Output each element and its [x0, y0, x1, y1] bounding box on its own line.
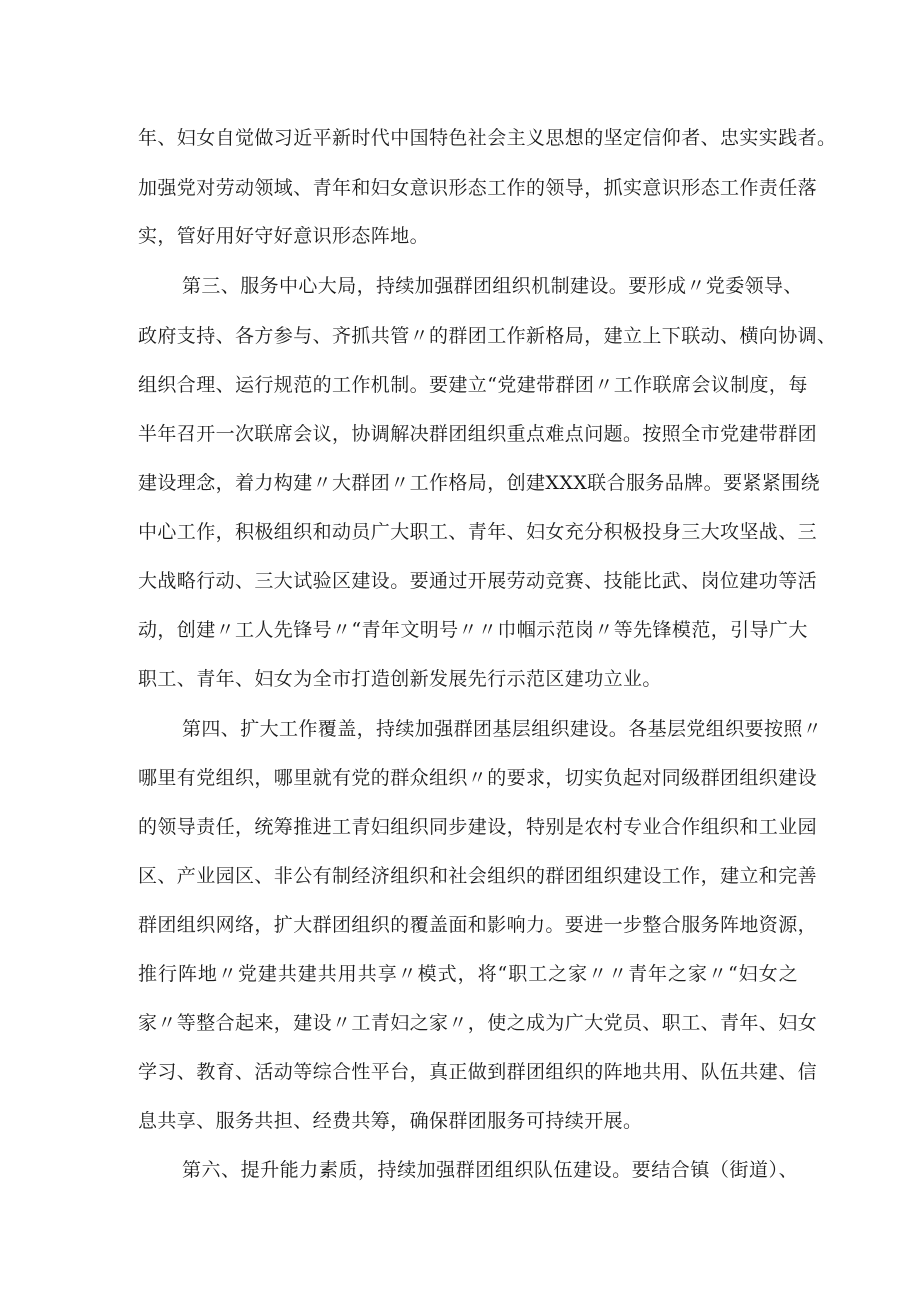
text-line: 政府支持、各方参与、齐抓共管〃的群团工作新格局，建立上下联动、横向协调、: [138, 325, 837, 347]
text-line: 动，创建〃工人先锋号〃“青年文明号〃〃巾帼示范岗〃等先锋模范，引导广大: [138, 619, 808, 641]
text-line: 息共享、服务共担、经费共筹，确保群团服务可持续开展。: [138, 1110, 643, 1132]
text-line: 哪里有党组织，哪里就有党的群众组织〃的要求，切实负起对同级群团组织建设: [138, 767, 818, 789]
text-line: 半年召开一次联席会议，协调解决群团组织重点难点问题。按照全市党建带群团: [138, 423, 818, 445]
text-line: 区、产业园区、非公有制经济组织和社会组织的群团组织建设工作，建立和完善: [138, 865, 818, 887]
text-line: 加强党对劳动领域、青年和妇女意识形态工作的领导，抓实意识形态工作责任落: [138, 177, 818, 199]
text-line: 的领导责任，统筹推进工青妇组织同步建设，特别是农村专业合作组织和工业园: [138, 816, 818, 838]
text-line: 建设理念，着力构建〃大群团〃工作格局，创建XXX联合服务品牌。要紧紧围绕: [138, 472, 820, 494]
paragraph-first-line: 第三、服务中心大局，持续加强群团组织机制建设。要形成〃党委领导、: [182, 275, 803, 297]
text-line: 大战略行动、三大试验区建设。要通过开展劳动竞赛、技能比武、岗位建功等活: [138, 570, 818, 592]
paragraph-first-line: 第四、扩大工作覆盖，持续加强群团基层组织建设。各基层党组织要按照〃: [182, 718, 823, 740]
text-line: 推行阵地〃党建共建共用共享〃模式，将“职工之家〃〃青年之家〃“妇女之: [138, 963, 798, 985]
text-line: 职工、青年、妇女为全市打造创新发展先行示范区建功立业。: [138, 668, 662, 690]
text-line: 学习、教育、活动等综合性平台，真正做到群团组织的阵地共用、队伍共建、信: [138, 1061, 818, 1083]
text-line: 中心工作，积极组织和动员广大职工、青年、妇女充分积极投身三大攻坚战、三: [138, 521, 818, 543]
text-line: 年、妇女自觉做习近平新时代中国特色社会主义思想的坚定信仰者、忠实实践者。: [138, 127, 837, 149]
paragraph-first-line: 第六、提升能力素质，持续加强群团组织队伍建设。要结合镇（街道）、: [182, 1159, 798, 1181]
text-line: 实，管好用好守好意识形态阵地。: [138, 225, 430, 247]
text-line: 组织合理、运行规范的工作机制。要建立“党建带群团〃工作联席会议制度，每: [138, 374, 808, 396]
text-line: 家〃等整合起来，建设〃工青妇之家〃，使之成为广大党员、职工、青年、妇女: [138, 1012, 818, 1034]
text-line: 群团组织网络，扩大群团组织的覆盖面和影响力。要进一步整合服务阵地资源，: [138, 914, 818, 936]
